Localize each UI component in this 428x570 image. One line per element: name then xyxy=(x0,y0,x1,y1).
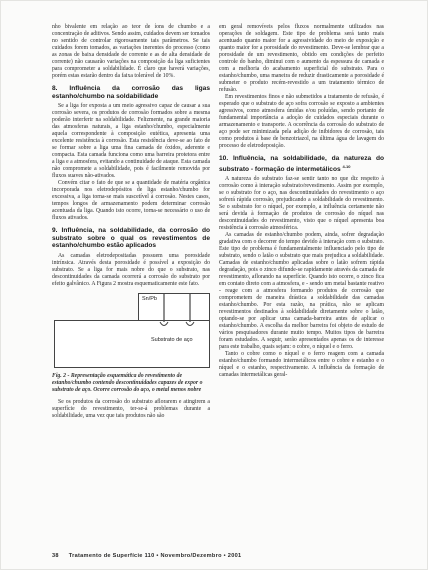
section-heading-10-text: 10. Influência, na soldabilidade, da natureza do substrato - formação de intermetálicos xyxy=(219,155,384,173)
paragraph: Convém citar o fato de que se a quantidade de matéria orgânica incorporada nos eletrodepósitos de liga estanho/chumbo for excessiva, a liga torna-se mais suscetível à corrosão. Nestes casos, tempos longos de armazenamento podem determinar corrosão acentuada da liga. Quando isto ocorre, torna-se necessário o uso de fluxos ativados. xyxy=(52,180,210,222)
paragraph: A natureza do substrato faz-se sentir tanto no que diz respeito à corrosão como à interação substrato/revestimento. Assim por exemplo, se o substrato for o aço, nas descontinuidades do revestimento o aço sofrerá rápida corrosão, prejudicando a soldabilidade do revestimento. Se o substrato for o níquel, por exemplo, a influência certamente não será devida à formação de produtos de corrosão do níquel nas descontinuidades do revestimento, visto que o níquel apresenta boa resistência à corrosão atmosférica. xyxy=(219,176,384,232)
section-heading-8: 8. Influência da corrosão das ligas estanho/chumbo na soldabilidade xyxy=(52,85,210,100)
page-number: 38 xyxy=(52,553,59,559)
tin-lead-label: Sn/Pb xyxy=(142,295,157,302)
figure-2 xyxy=(52,292,210,370)
section-heading-9: 9. Influência, na soldabilidade, da corrosão do substrato sobre o qual os revestimentos de estanho/chumbo estão aplicados xyxy=(52,227,210,250)
journal-info: Tratamento de Superfície 110 • Novembro/Dezembro • 2001 xyxy=(68,553,242,559)
section-heading-10 xyxy=(219,155,384,173)
discontinuity-marks xyxy=(52,292,210,370)
paragraph: nho bivalente em relação ao teor de íons de chumbo e a concentração de aditivos. Sendo assim, cuidados devem ser tomados no sentido de controlar rigorosamente tais parâmetros. Se tais cuidados forem tomados, as variações inerentes do processo (como as zonas de baixa densidade de corrente e as de alta densidade de corrente) não causarão variações na composição da liga suficientes para comprometer a soldabilidade. É claro que haverá variações, porém estas estarão dentro da faixa tolerável de 10%. xyxy=(52,24,210,79)
paragraph: Tanto o cobre como o níquel e o ferro reagem com a camada estanho/chumbo formando intermetálicos entre o cobre e estanho e o níquel e o estanho, respectivamente. A influência da formação de camadas intermetálicas geral- xyxy=(219,351,384,379)
paragraph: As camadas de estanho/chumbo podem, ainda, sofrer degradação gradativa com o decorrer do tempo devido à interação com o substrato. Este tipo de problema é fundamentalmente influenciado pelo tipo de substrato, sendo o latão o substrato que mais prejudica a soldabilidade. Camadas de estanho/chumbo aplicadas sobre o latão sofrem rápida degradação, pois o zinco difunde-se rapidamente através da camada de revestimento, aflorando na superfície. Quando isto ocorre, o zinco fica em contato direto com a atmosfera, e - sendo um metal bastante reativo - reage com a atmosfera formando produtos de corrosão que comprometem de maneira drástica a soldabilidade das camadas estanho/chumbo. Por esta razão, na prática, não se aplicam revestimentos destinados à soldabilidade diretamente sobre o latão, optando-se por aplicar uma camada-barreira antes de aplicar o estanho/chumbo. A escolha da melhor barreira foi objeto de estudo de vários pesquisadores durante muito tempo. Muitos tipos de barreira foram estudados. A seguir, serão apresentados apenas os de interesse para este trabalho, quais sejam: o cobre, o níquel e o ferro. xyxy=(219,232,384,351)
steel-substrate-label: Substrato de aço xyxy=(151,336,193,343)
reference-superscript: 4-10 xyxy=(342,163,351,169)
paragraph: Se os produtos da corrosão do substrato aflorarem e atingirem a superfície do revestimento, ter-se-á problemas durante a soldabilidade, uma vez que tais produtos não são xyxy=(52,398,210,419)
paragraph: Em revestimentos finos e não submetidos a tratamento de refusão, é esperado que o substrato de aço sofra corrosão se exposto a ambientes agressivos, como atmosfera úmidas e/ou poluídas, sendo portanto de fundamental importância a adoção de cuidados especiais durante o armazenamento e transporte. A ocorrência da corrosão do substrato de aço pode ser minimizada pela adição de inibidores de corrosão, tais como produtos à base de benzotriazol, na última água de lavagem do processo de eletrodeposição. xyxy=(219,94,384,149)
paragraph: em geral removíveis pelos fluxos normalmente utilizados nas operações de soldagem. Este tipo de problema será tanto mais acentuado quanto maior for a agressividade do meio de exposição e quanto maior for a porosidade do revestimento. Deve-se lembrar que a porosidade de um revestimento, obtido em condições de perfeito controle do banho, diminui com o aumento da espessura de camada e com a melhoria do acabamento superficial do substrato. Para o estanho/chumbo, uma maneira de reduzir drasticamente a porosidade é submeter o produto recém-revestido a um tratamento térmico de refusão. xyxy=(219,24,384,93)
paragraph: As camadas eletrodepositadas possuem uma porosidade intrínsica. Através desta porosidade é possível a exposição do substrato. Se a liga for mais nobre do que o substrato, nas descontinuidades da camada ocorrerá a corrosão do substrato por efeito galvânico. A Figura 2 mostra esquematicamente este fato. xyxy=(52,252,210,287)
corrosion-pit-1 xyxy=(160,322,168,326)
page-footer xyxy=(52,553,241,559)
figure-caption: Fig. 2 - Representação esquemática do revestimento de estanho/chumbo contendo descontinuidades capazes de expor o substrato de aço. Ocorre corrosão do aço, o metal menos nobre xyxy=(52,372,203,393)
paragraph: Se a liga for exposta a um meio agressivo capaz de causar a sua corrosão severa, os produtos de corrosão formados sobre a mesma poderão interferir na soldabilidade. Felizmente, na grande maioria das atmosferas naturais, a liga estanho/chumbo, especialmente aquela correspondente à composição eutética, apresenta uma excelente resistência à corrosão. Esta resistência deve-se ao fato de se formar sobre a liga uma fina camada de óxidos, aderente e compacta. Esta camada funciona como uma barreira protetora entre a liga e a atmosfera, evitando a continuidade de ataque. Esta camada não compromete a soldabilidade, pois é facilmente removida por fluxos suaves não-ativados. xyxy=(52,103,210,180)
right-column xyxy=(219,24,384,379)
corrosion-pit-2 xyxy=(186,322,194,326)
left-column xyxy=(52,24,210,420)
